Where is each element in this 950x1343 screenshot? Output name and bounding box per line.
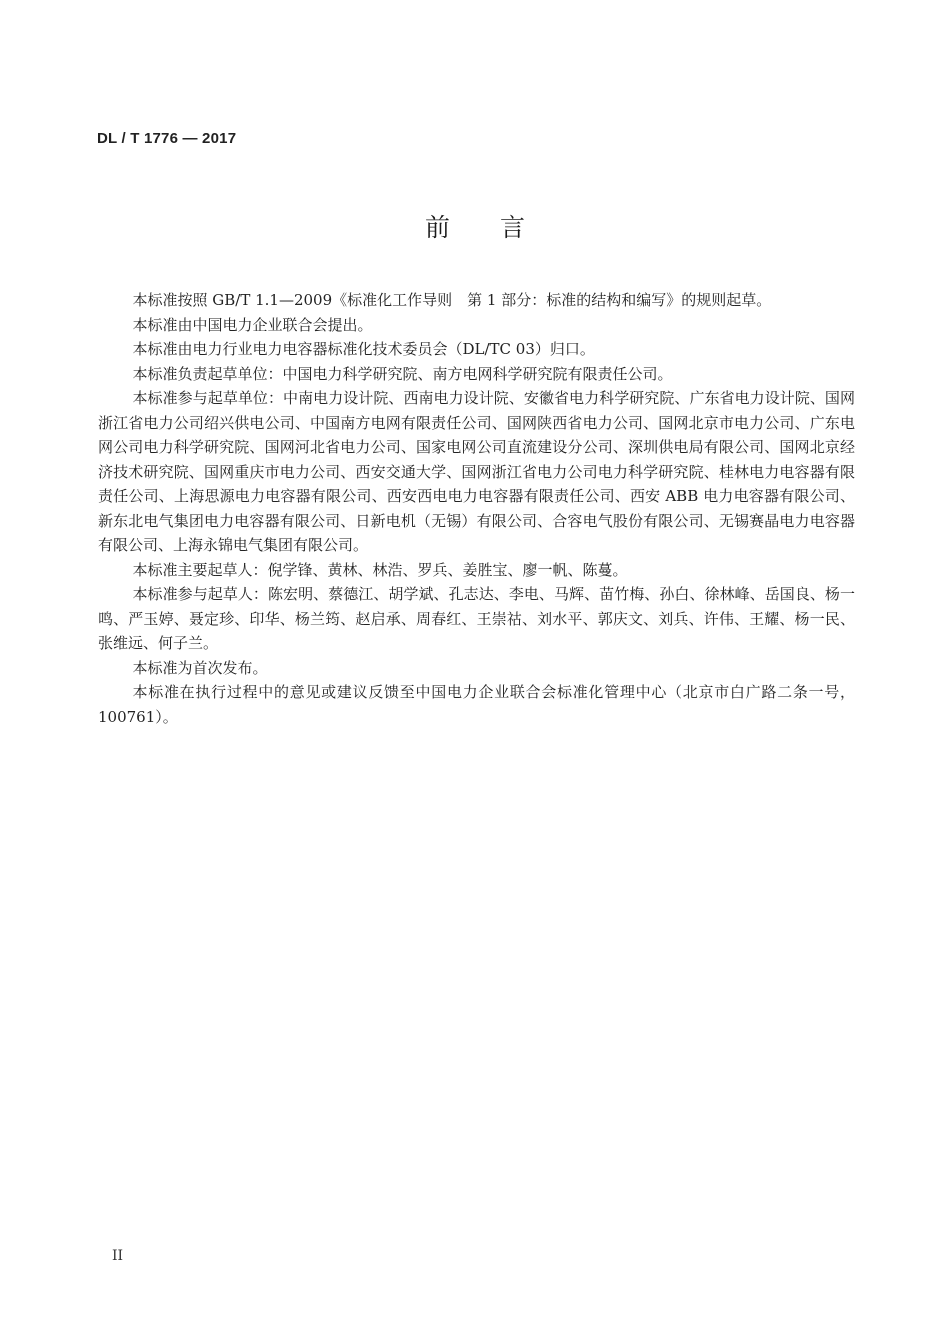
page-title: 前言 xyxy=(424,213,575,242)
paragraph-lead-drafting-units: 本标准负责起草单位：中国电力科学研究院、南方电网科学研究院有限责任公司。 xyxy=(132,364,673,383)
paragraph-first-release: 本标准为首次发布。 xyxy=(132,658,268,677)
paragraph-participating-units: 本标准参与起草单位：中南电力设计院、西南电力设计院、安徽省电力科学研究院、广东省电力设计院、国网浙江省电力公司绍兴供电公司、中国南方电网有限责任公司、国网陕西省电力公司、国网北京市电力公司、广东电网公司电力科学研究院、国网河北省电力公司、国家电网公司直流建设分公司、深圳供电局有限公司、国网北京经济技术研究院、国网重庆市电力公司、西安交通大学、国网浙江省电力公司电力科学研究院、桂林电力电容器有限责任公司、上海思源电力电容器有限公司、西安西电电力电容器有限责任公司、西安 ABB 电力电容器有限公司、新东北电气集团电力电容器有限公司、日新电机（无锡）有限公司、合容电气股份有限公司、无锡赛晶电力电容器有限公司、上海永锦电气集团有限公司。 xyxy=(98,389,855,554)
paragraph-technical-committee: 本标准由电力行业电力电容器标准化技术委员会（DL/TC 03）归口。 xyxy=(132,340,595,358)
document-code: DL / T 1776 — 2017 xyxy=(97,130,237,147)
paragraph-participating-drafters: 本标准参与起草人：陈宏明、蔡德江、胡学斌、孔志达、李电、马辉、苗竹梅、孙白、徐林峰、岳国良、杨一鸣、严玉婷、聂定珍、印华、杨兰筠、赵启承、周春红、王崇祜、刘水平、郭庆文、刘兵、许伟、王耀、杨一民、张维远、何子兰。 xyxy=(98,585,855,652)
page-number: II xyxy=(112,1248,124,1264)
paragraph-main-drafters: 本标准主要起草人：倪学锋、黄林、林浩、罗兵、姜胜宝、廖一帆、陈蔓。 xyxy=(132,560,628,579)
foreword-body xyxy=(98,288,855,729)
paragraph-proposer: 本标准由中国电力企业联合会提出。 xyxy=(132,315,373,334)
paragraph-feedback-contact: 本标准在执行过程中的意见或建议反馈至中国电力企业联合会标准化管理中心（北京市白广路二条一号，100761）。 xyxy=(98,683,855,726)
paragraph-drafting-rules: 本标准按照 GB/T 1.1—2009《标准化工作导则 第 1 部分：标准的结构和编写》的规则起草。 xyxy=(132,291,772,309)
